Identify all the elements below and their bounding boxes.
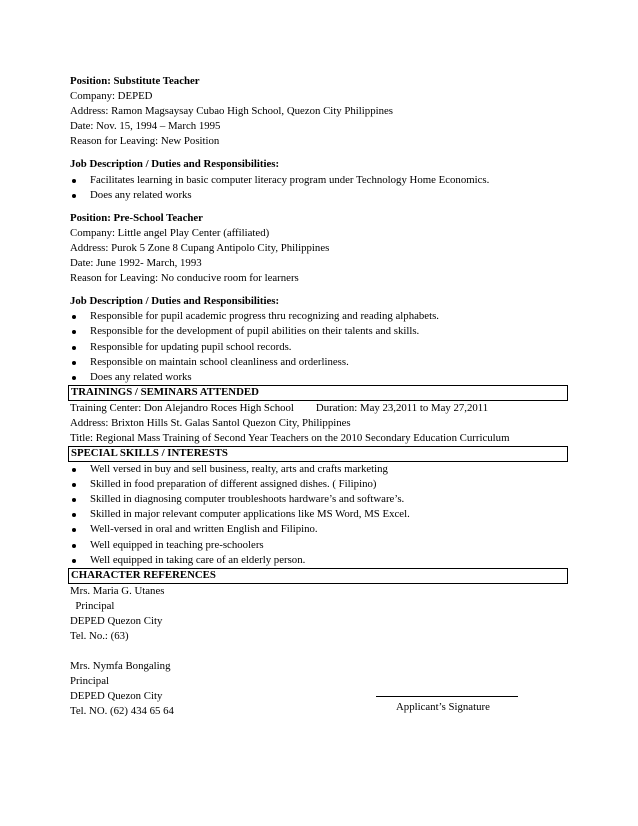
skill-item: Skilled in food preparation of different assigned dishes. ( Filipino) [70, 477, 570, 492]
duty-item: Responsible on maintain school cleanliness and orderliness. [70, 355, 570, 370]
job-address: Address: Ramon Magsaysay Cubao High School, Quezon City Philippines [70, 105, 393, 118]
job-description-heading: Job Description / Duties and Responsibilities: [70, 158, 280, 171]
reference-entry [70, 584, 570, 644]
job-position: Position: Pre-School Teacher [70, 211, 203, 224]
skills-list [70, 462, 570, 568]
job-reason: Reason for Leaving: New Position [70, 135, 220, 148]
skill-item: Skilled in major relevant computer applications like MS Word, MS Excel. [70, 507, 570, 522]
training-address: Address: Brixton Hills St. Galas Santol Quezon City, Philippines [70, 416, 351, 429]
training-center: Training Center: Don Alejandro Roces High School [70, 401, 294, 414]
job-entry [70, 74, 570, 203]
reference-name: Mrs. Maria G. Utanes [70, 584, 165, 597]
duty-item: Responsible for the development of pupil abilities on their talents and skills. [70, 324, 570, 339]
skill-item: Well versed in buy and sell business, realty, arts and crafts marketing [70, 462, 570, 477]
reference-org: DEPED Quezon City [70, 614, 163, 627]
skill-item: Skilled in diagnosing computer troubleshoots hardware’s and software’s. [70, 492, 570, 507]
reference-entry [70, 659, 570, 719]
skill-item: Well-versed in oral and written English and Filipino. [70, 522, 570, 537]
reference-tel: Tel. NO. (62) 434 65 64 [70, 705, 174, 718]
job-company: Company: DEPED [70, 90, 153, 103]
reference-name: Mrs. Nymfa Bongaling [70, 660, 171, 673]
duty-item: Facilitates learning in basic computer literacy program under Technology Home Economics. [70, 173, 570, 188]
duty-item: Does any related works [70, 188, 570, 203]
training-center-row [70, 401, 570, 416]
job-date: Date: Nov. 15, 1994 – March 1995 [70, 120, 221, 133]
reference-title: Principal [70, 675, 109, 688]
skills-heading: SPECIAL SKILLS / INTERESTS [68, 446, 568, 462]
job-description-heading: Job Description / Duties and Responsibilities: [70, 295, 280, 308]
signature-line [376, 696, 518, 697]
job-reason: Reason for Leaving: No conducive room for learners [70, 272, 299, 285]
duty-item: Does any related works [70, 370, 570, 385]
job-date: Date: June 1992- March, 1993 [70, 257, 202, 270]
duty-list [70, 309, 570, 384]
reference-tel: Tel. No.: (63) [70, 630, 129, 642]
training-duration: Duration: May 23,2011 to May 27,2011 [315, 401, 489, 414]
duty-item: Responsible for updating pupil school records. [70, 340, 570, 355]
skill-item: Well equipped in teaching pre-schoolers [70, 538, 570, 553]
duty-item: Responsible for pupil academic progress thru recognizing and reading alphabets. [70, 309, 570, 324]
job-company: Company: Little angel Play Center (affiliated) [70, 226, 270, 239]
job-entry [70, 211, 570, 385]
resume-content [70, 74, 570, 719]
skill-item: Well equipped in taking care of an elderly person. [70, 553, 570, 568]
trainings-heading: TRAININGS / SEMINARS ATTENDED [68, 385, 568, 401]
reference-org: DEPED Quezon City [70, 690, 163, 703]
signature-label: Applicant’s Signature [396, 701, 490, 713]
job-position: Position: Substitute Teacher [70, 75, 200, 87]
reference-title: Principal [70, 599, 115, 612]
duty-list [70, 173, 570, 203]
training-title: Title: Regional Mass Training of Second Year Teachers on the 2010 Secondary Education Curriculum [70, 431, 510, 444]
references-heading: CHARACTER REFERENCES [68, 568, 568, 584]
job-address: Address: Purok 5 Zone 8 Cupang Antipolo City, Philippines [70, 241, 330, 254]
